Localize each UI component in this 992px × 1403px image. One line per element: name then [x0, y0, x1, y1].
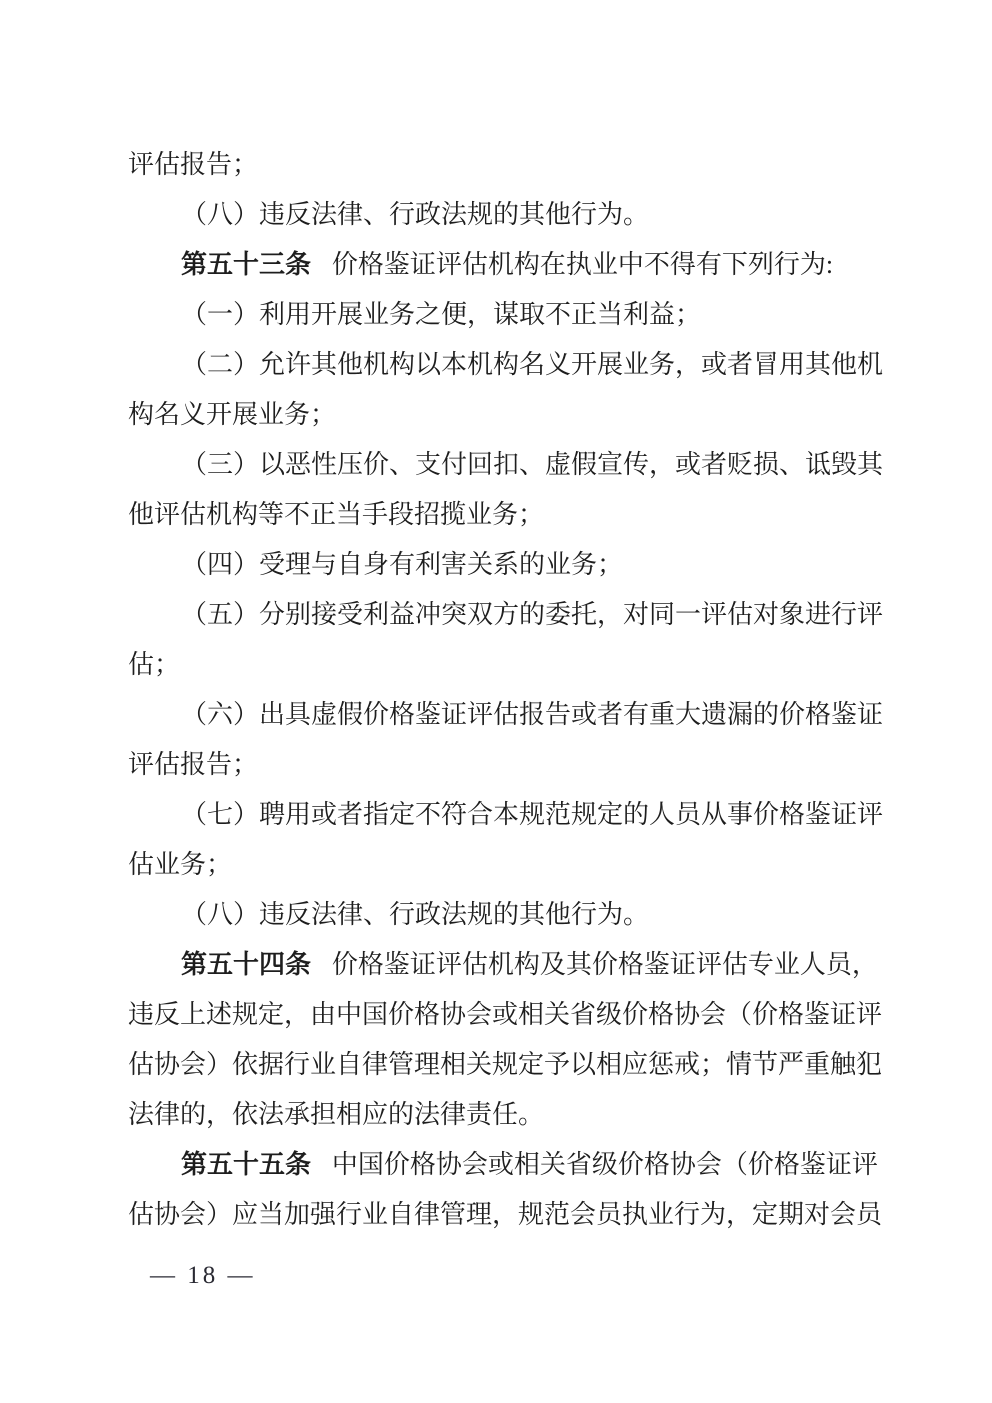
text-line: [128, 140, 873, 190]
text-line: [128, 940, 878, 990]
line-text: 评估报告；: [128, 750, 259, 779]
text-line: [128, 640, 873, 690]
page-number: — 18 —: [150, 1262, 256, 1289]
text-line: [128, 590, 884, 640]
article-number: 第五十四条: [181, 950, 312, 979]
text-line: [128, 540, 873, 590]
text-line: [128, 440, 884, 490]
page-footer: [150, 1258, 256, 1294]
text-line: [128, 1140, 878, 1190]
text-line: [128, 740, 873, 790]
text-line: [128, 690, 884, 740]
line-text: （八）违反法律、行政法规的其他行为。: [181, 200, 650, 229]
line-text: 评估报告；: [128, 150, 259, 179]
line-text: （四）受理与自身有利害关系的业务；: [181, 550, 624, 579]
line-text: （二）允许其他机构以本机构名义开展业务，或者冒用其他机: [181, 350, 884, 379]
line-text: 估业务；: [128, 850, 233, 879]
line-text: 法律的，依法承担相应的法律责任。: [128, 1100, 545, 1129]
line-text: （一）利用开展业务之便，谋取不正当利益；: [181, 300, 702, 329]
text-line: [128, 390, 873, 440]
line-text: 违反上述规定，由中国价格协会或相关省级价格协会（价格鉴证评: [128, 1000, 883, 1029]
line-text: 估协会）依据行业自律管理相关规定予以相应惩戒；情节严重触犯: [128, 1050, 883, 1079]
text-line: [128, 490, 873, 540]
text-line: [128, 1090, 873, 1140]
line-text: （三）以恶性压价、支付回扣、虚假宣传，或者贬损、诋毁其: [181, 450, 884, 479]
line-text: （五）分别接受利益冲突双方的委托，对同一评估对象进行评: [181, 600, 884, 629]
line-text: 构名义开展业务；: [128, 400, 337, 429]
line-text: 价格鉴证评估机构在执业中不得有下列行为:: [331, 250, 834, 279]
text-line: [128, 1040, 883, 1090]
line-text: 中国价格协会或相关省级价格协会（价格鉴证评: [331, 1150, 878, 1179]
text-line: [128, 840, 873, 890]
text-line: [128, 240, 873, 290]
line-text: 他评估机构等不正当手段招揽业务；: [128, 500, 545, 529]
text-line: [128, 990, 883, 1040]
text-line: [128, 340, 884, 390]
line-text: （八）违反法律、行政法规的其他行为。: [181, 900, 650, 929]
line-text: 价格鉴证评估机构及其价格鉴证评估专业人员，: [331, 950, 878, 979]
text-line: [128, 790, 884, 840]
text-line: [128, 190, 873, 240]
line-text: 估；: [128, 650, 181, 679]
line-text: 估协会）应当加强行业自律管理，规范会员执业行为，定期对会员: [128, 1200, 883, 1229]
text-line: [128, 1190, 883, 1240]
line-text: （七）聘用或者指定不符合本规范规定的人员从事价格鉴证评: [181, 800, 884, 829]
document-body: [128, 140, 884, 1240]
text-line: [128, 890, 873, 940]
text-line: [128, 290, 873, 340]
article-number: 第五十三条: [181, 250, 312, 279]
article-number: 第五十五条: [181, 1150, 312, 1179]
line-text: （六）出具虚假价格鉴证评估报告或者有重大遗漏的价格鉴证: [181, 700, 884, 729]
